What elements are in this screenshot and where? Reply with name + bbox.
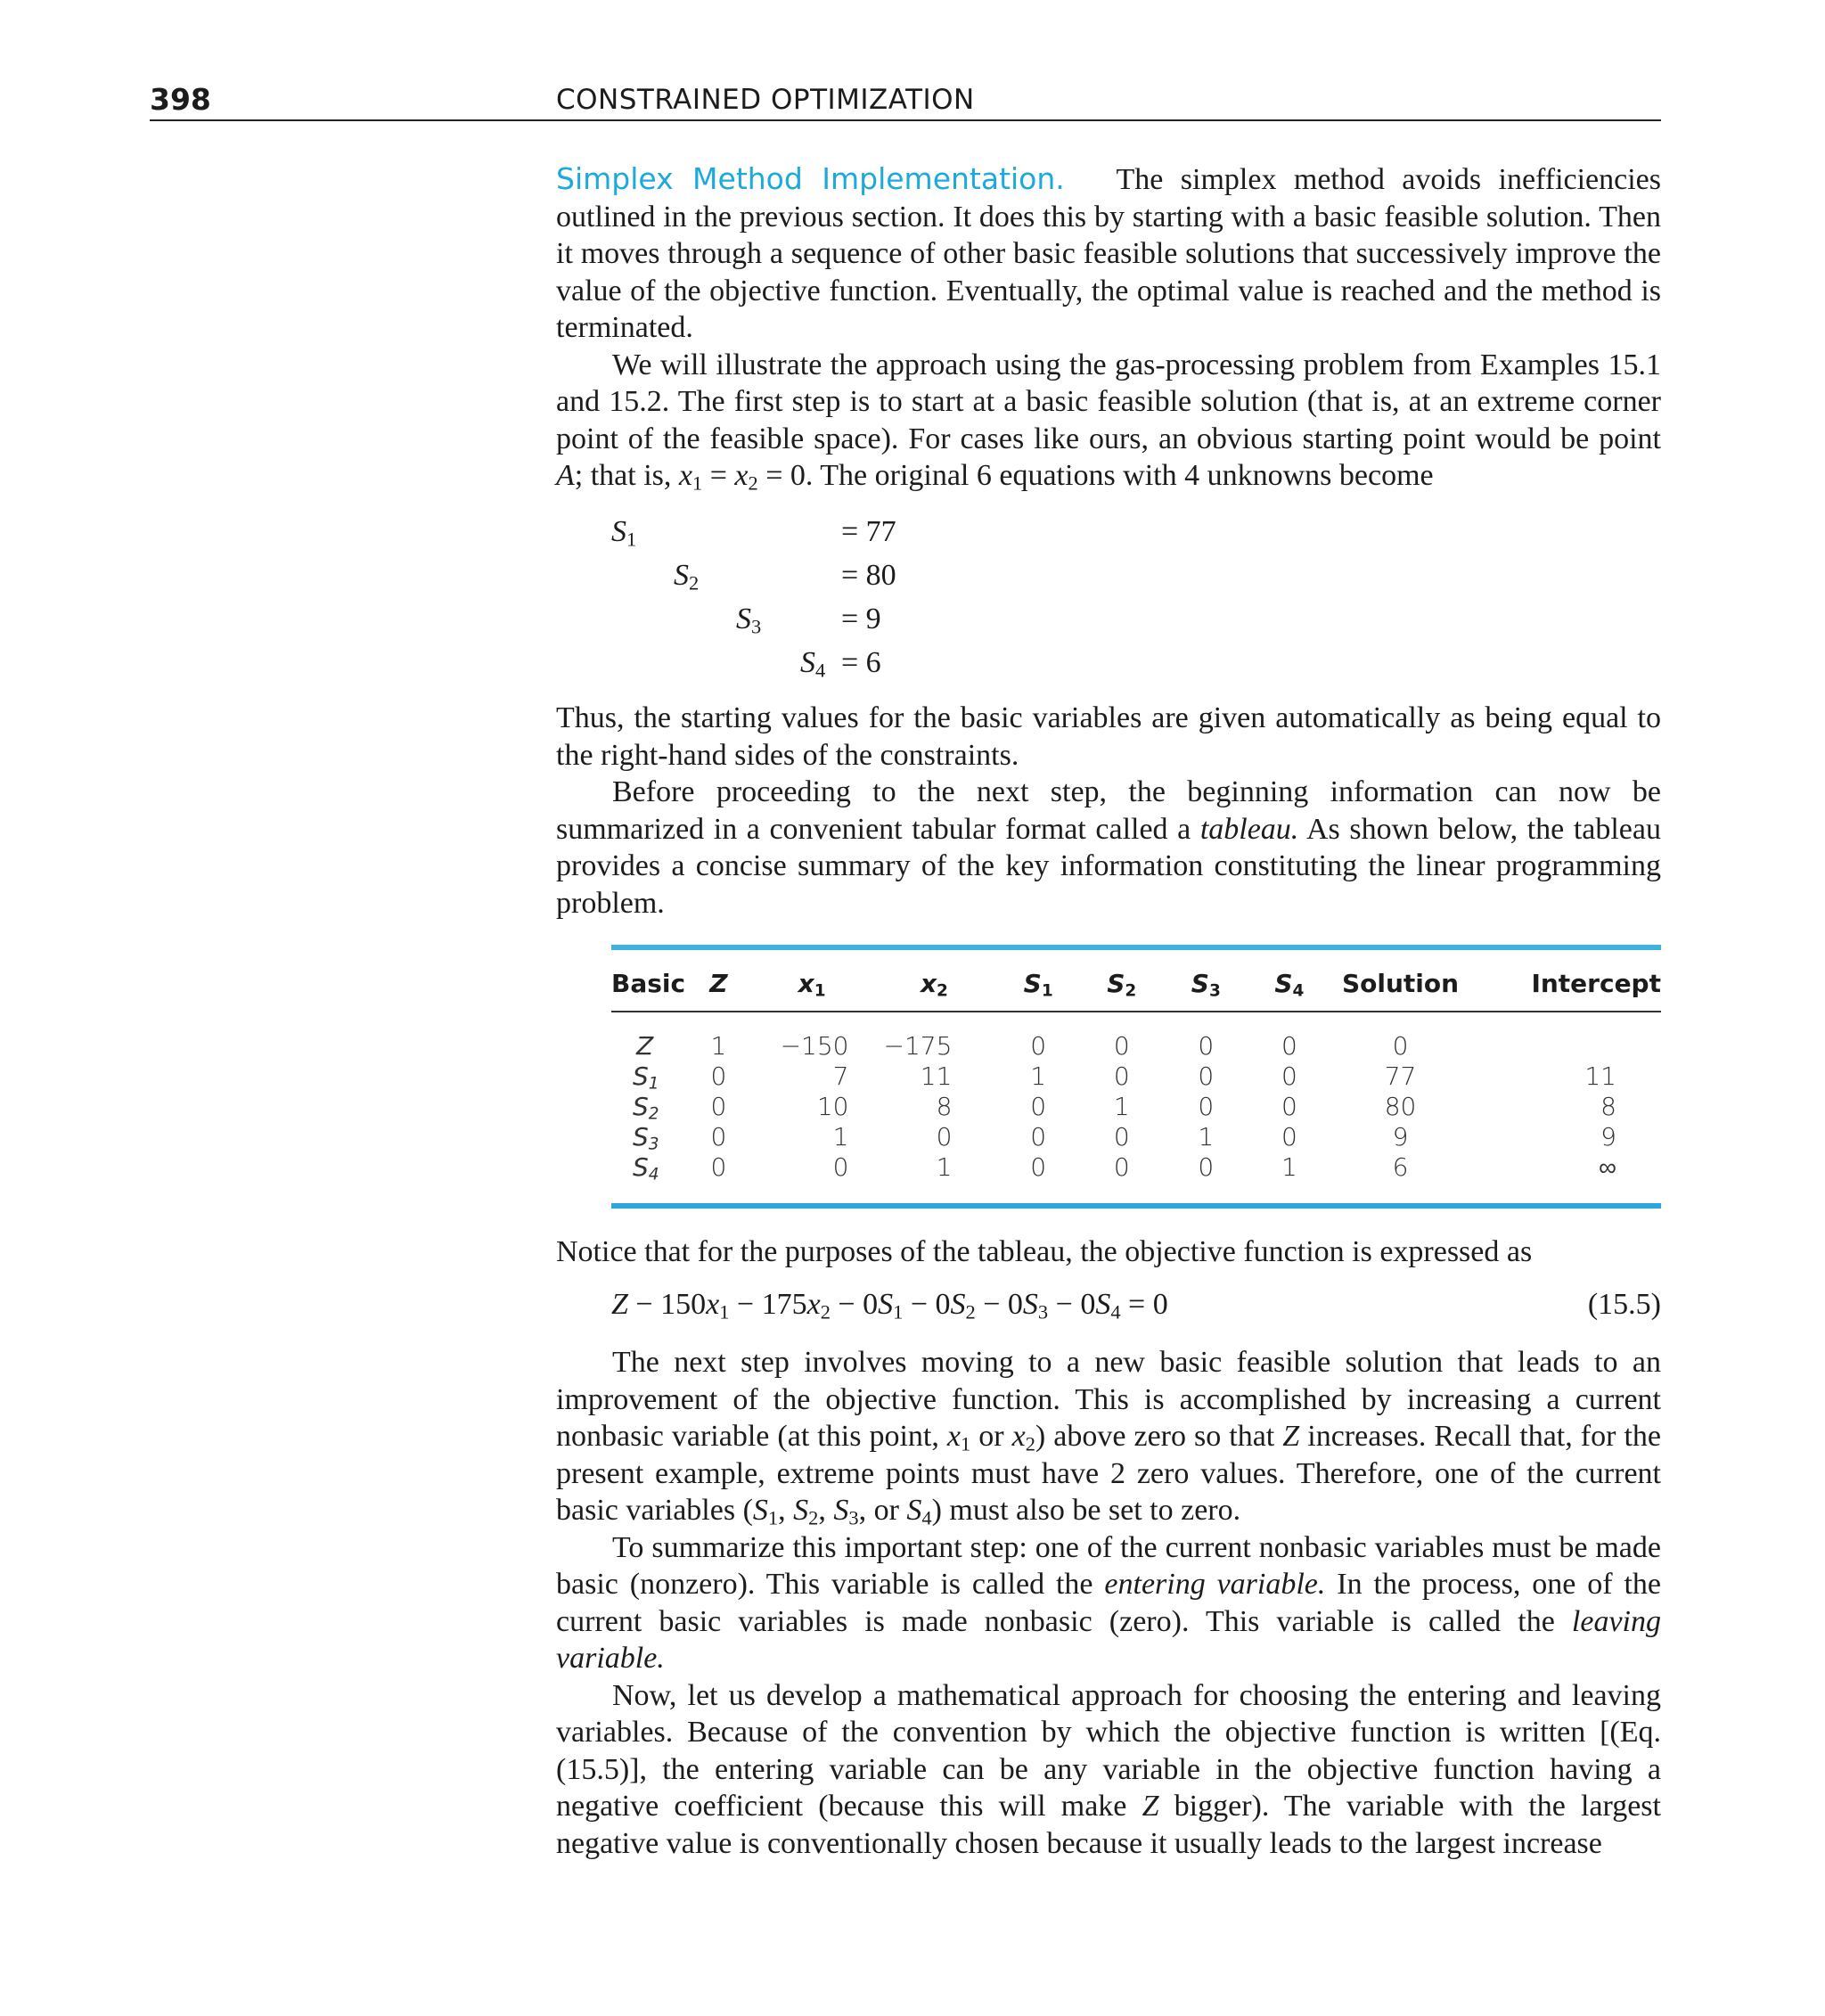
paragraph-notice: Notice that for the purposes of the tableau, the objective function is expressed as	[556, 1235, 1533, 1268]
paragraph-next-step: The next step involves moving to a new basic feasible solution that leads to an improvement of the objective function. This is accomplished by increasing a current nonbasic variable (at this point, $x_1$ or $x_2$) above zero so that Z increases. Recall that, for the present example, extreme points must have 2 zero values. Therefore, one of the current basic variables ($S_1$, $S_2$, $S_3$, or $S_4$) must also be set to zero.	[556, 1346, 1661, 1529]
header-s3: $S_3$	[1164, 947, 1249, 1012]
header-solution: Solution	[1330, 947, 1471, 1012]
equation-s3-rhs: = 9	[841, 602, 881, 635]
equation-s1: $S_1$	[611, 515, 637, 551]
table-row: Z 1 −150 −175 0 0 0 0 0	[636, 1030, 1409, 1061]
tableau-header-row	[611, 947, 1661, 1012]
header-x1: $x_1$	[752, 947, 872, 1012]
running-title: CONSTRAINED OPTIMIZATION	[556, 84, 975, 116]
paragraph-approach: Now, let us develop a mathematical approach for choosing the entering and leaving variables. Because of the convention by which the objective function is written [(Eq. (15.5)], the entering variable can be any variable in the objective function having a negative coefficient (because this will make Z bigger). The variable with the largest negative value is conventionally chosen because it usually leads to the largest increase	[556, 1678, 1661, 1860]
objective-equation: $Z - 150x_1 - 175x_2 - 0S_1 - 0S_2 - 0S_3 - 0S_4 = 0$	[611, 1288, 1168, 1324]
paragraph-illustration: We will illustrate the approach using the gas-processing problem from Examples 15.1 and 15.2. The first step is to start at a basic feasible solution (that is, at an extreme corner point of the feasible space). For cases like ours, an obvious starting point would be point A; that is, $x_1 = x_2 = 0$. The original 6 equations with 4 unknowns become	[556, 348, 1661, 495]
equation-s2: $S_2$	[674, 559, 700, 594]
table-row: $S_3$ 0 1 0 0 0 1 0 9 9	[633, 1121, 1616, 1154]
equation-s4: $S_4$	[800, 646, 826, 682]
table-row: $S_2$ 0 10 8 0 1 0 0 80 8	[633, 1091, 1616, 1124]
running-header	[150, 78, 1661, 121]
paragraph-summary: To summarize this important step: one of the current nonbasic variables must be made basic (nonzero). This variable is called the entering variable. In the process, one of the current basic variables is made nonbasic (zero). This variable is called the leaving variable.	[556, 1530, 1661, 1675]
text-block-bottom	[556, 1344, 1661, 1862]
paragraph-starting-values: Thus, the starting values for the basic variables are given automatically as being equal to the right-hand sides of the constraints.	[556, 701, 1661, 772]
header-intercept: Intercept	[1470, 947, 1661, 1012]
table-row: $S_1$ 0 7 11 1 0 0 0 77 11	[633, 1061, 1616, 1094]
text-block-middle	[556, 700, 1661, 922]
page-number: 398	[150, 82, 211, 117]
equation-number: (15.5)	[1587, 1288, 1661, 1321]
equation-s1-rhs: = 77	[841, 515, 896, 548]
paragraph-tableau-intro: Before proceeding to the next step, the beginning information can now be summarized in a convenient tabular format called a tableau. As shown below, the tableau provides a concise summary of the key information constituting the linear programming problem.	[556, 775, 1661, 920]
section-heading: Simplex Method Implementation.	[556, 161, 1065, 196]
equation-s2-rhs: = 80	[841, 559, 896, 592]
header-x2: $x_2$	[872, 947, 996, 1012]
paragraph-simplex-intro: Simplex Method Implementation. The simplex method avoids inefficiencies outlined in the previous section. It does this by starting with a basic feasible solution. Then it moves through a sequence of other basic feasible solutions that successively improve the value of the objective function. Eventually, the optimal value is reached and the method is terminated.	[556, 161, 1662, 344]
header-s4: $S_4$	[1248, 947, 1330, 1012]
equation-s3: $S_3$	[736, 602, 762, 638]
text-block-notice	[556, 1233, 1661, 1271]
header-s2: $S_2$	[1080, 947, 1164, 1012]
header-z: Z	[685, 947, 752, 1012]
text-block-top	[556, 160, 1661, 495]
header-basic: Basic	[611, 947, 685, 1012]
table-row: $S_4$ 0 0 1 0 0 0 1 6 ∞	[633, 1151, 1616, 1184]
equation-s4-rhs: = 6	[841, 646, 881, 679]
header-s1: $S_1$	[996, 947, 1080, 1012]
simplex-tableau	[611, 945, 1661, 1209]
